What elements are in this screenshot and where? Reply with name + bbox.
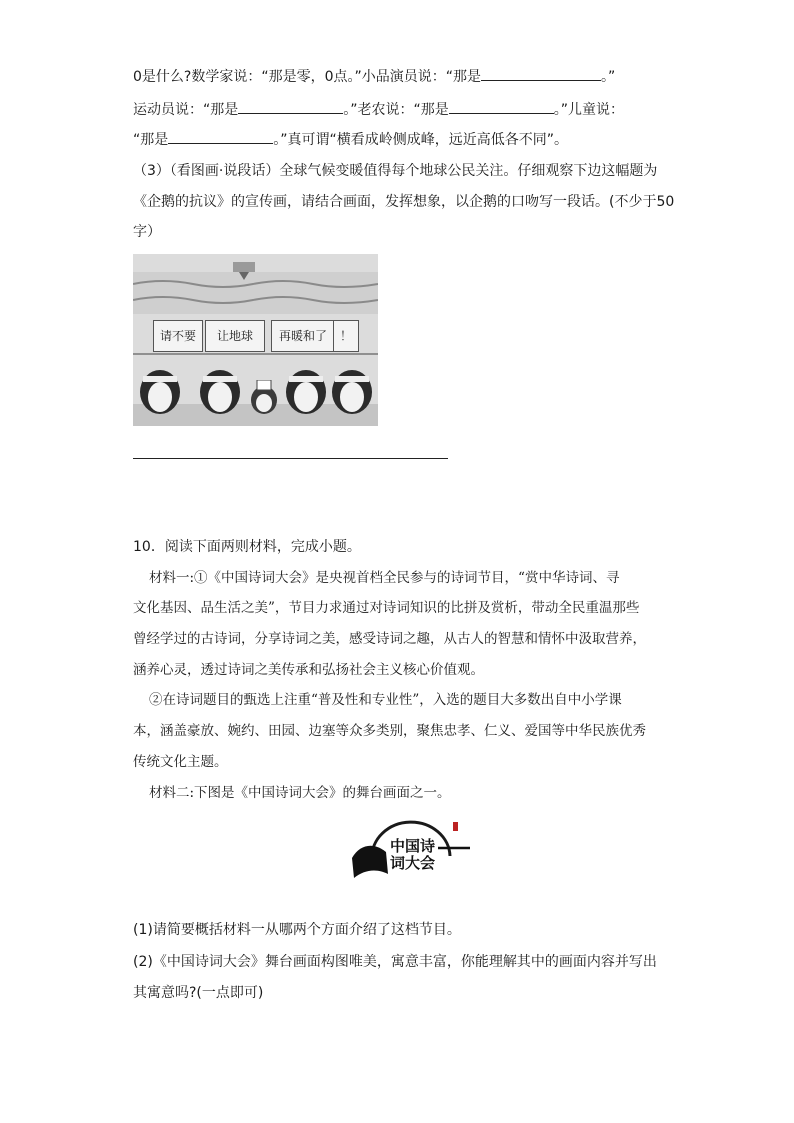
q9-line3	[133, 129, 568, 150]
logo-text: 中国诗词大会	[390, 837, 436, 872]
q9-part3-line3: 字）	[133, 224, 161, 240]
protest-sign-4: ！	[333, 320, 359, 352]
material1-line4: 涵养心灵，透过诗词之美传承和弘扬社会主义核心价值观。	[133, 662, 484, 678]
protest-sign-1: 请不要	[153, 320, 203, 352]
penguin-icon	[329, 364, 375, 416]
q9-line3-suffix: 。”真可谓“横看成岭侧成峰，远近高低各不同”。	[273, 132, 569, 148]
penguin-protest-cartoon	[133, 254, 378, 426]
subquestion-1: (1)请简要概括材料一从哪两个方面介绍了这档节目。	[133, 922, 461, 938]
material1b-line1: ②在诗词题目的甄选上注重“普及性和专业性”，入选的题目大多数出自中小学课	[149, 692, 622, 708]
material1b-line2: 本，涵盖豪放、婉约、田园、边塞等众多类别，聚焦忠孝、仁义、爱国等中华民族优秀	[133, 723, 646, 739]
subquestion-2-line2: 其寓意吗?(一点即可)	[133, 985, 264, 1001]
q9-part3-line2: 《企鹅的抗议》的宣传画，请结合画面，发挥想象，以企鹅的口吻写一段话。(不少于50	[133, 194, 675, 210]
protest-sign-3: 再暖和了	[271, 320, 335, 352]
material1b-line3: 传统文化主题。	[133, 754, 228, 770]
q9-part3-line1: （3）（看图画·说段话）全球气候变暖值得每个地球公民关注。仔细观察下边这幅题为	[133, 163, 658, 179]
q9-line1-prefix: 0是什么?数学家说：“那是零，0点。”小品演员说：“那是	[133, 69, 482, 85]
q9-line2-middle: 。”老农说：“那是	[343, 102, 449, 118]
answer-blank-athlete[interactable]	[238, 99, 343, 114]
penguin-icon	[197, 364, 243, 416]
answer-blank-child[interactable]	[168, 129, 273, 144]
q10-title: 10．阅读下面两则材料，完成小题。	[133, 539, 361, 555]
q9-line1	[133, 66, 615, 87]
material1-line1: 材料一:①《中国诗词大会》是央视首档全民参与的诗词节目，“赏中华诗词、寻	[149, 570, 620, 586]
q9-line2-prefix: 运动员说：“那是	[133, 102, 239, 118]
answer-writing-line[interactable]	[133, 458, 448, 459]
material1-line3: 曾经学过的古诗词，分享诗词之美，感受诗词之趣，从古人的智慧和情怀中汲取营养，	[133, 631, 646, 647]
answer-blank-comedian[interactable]	[481, 66, 601, 81]
material1-line2: 文化基因、品生活之美”，节目力求通过对诗词知识的比拼及赏析，带动全民重温那些	[133, 600, 640, 616]
q9-line1-suffix: 。”	[601, 69, 616, 85]
penguin-icon	[283, 364, 329, 416]
answer-blank-farmer[interactable]	[449, 99, 554, 114]
baby-penguin-icon	[249, 380, 279, 416]
q9-line3-prefix: “那是	[133, 132, 169, 148]
penguin-icon	[137, 364, 183, 416]
q9-line2	[133, 99, 624, 120]
poetry-conference-logo	[350, 818, 475, 898]
material2-line: 材料二:下图是《中国诗词大会》的舞台画面之一。	[149, 785, 451, 801]
protest-sign-2: 让地球	[205, 320, 265, 352]
subquestion-2-line1: (2)《中国诗词大会》舞台画面构图唯美，寓意丰富，你能理解其中的画面内容并写出	[133, 954, 657, 970]
q9-line2-suffix: 。”儿童说：	[553, 102, 625, 118]
